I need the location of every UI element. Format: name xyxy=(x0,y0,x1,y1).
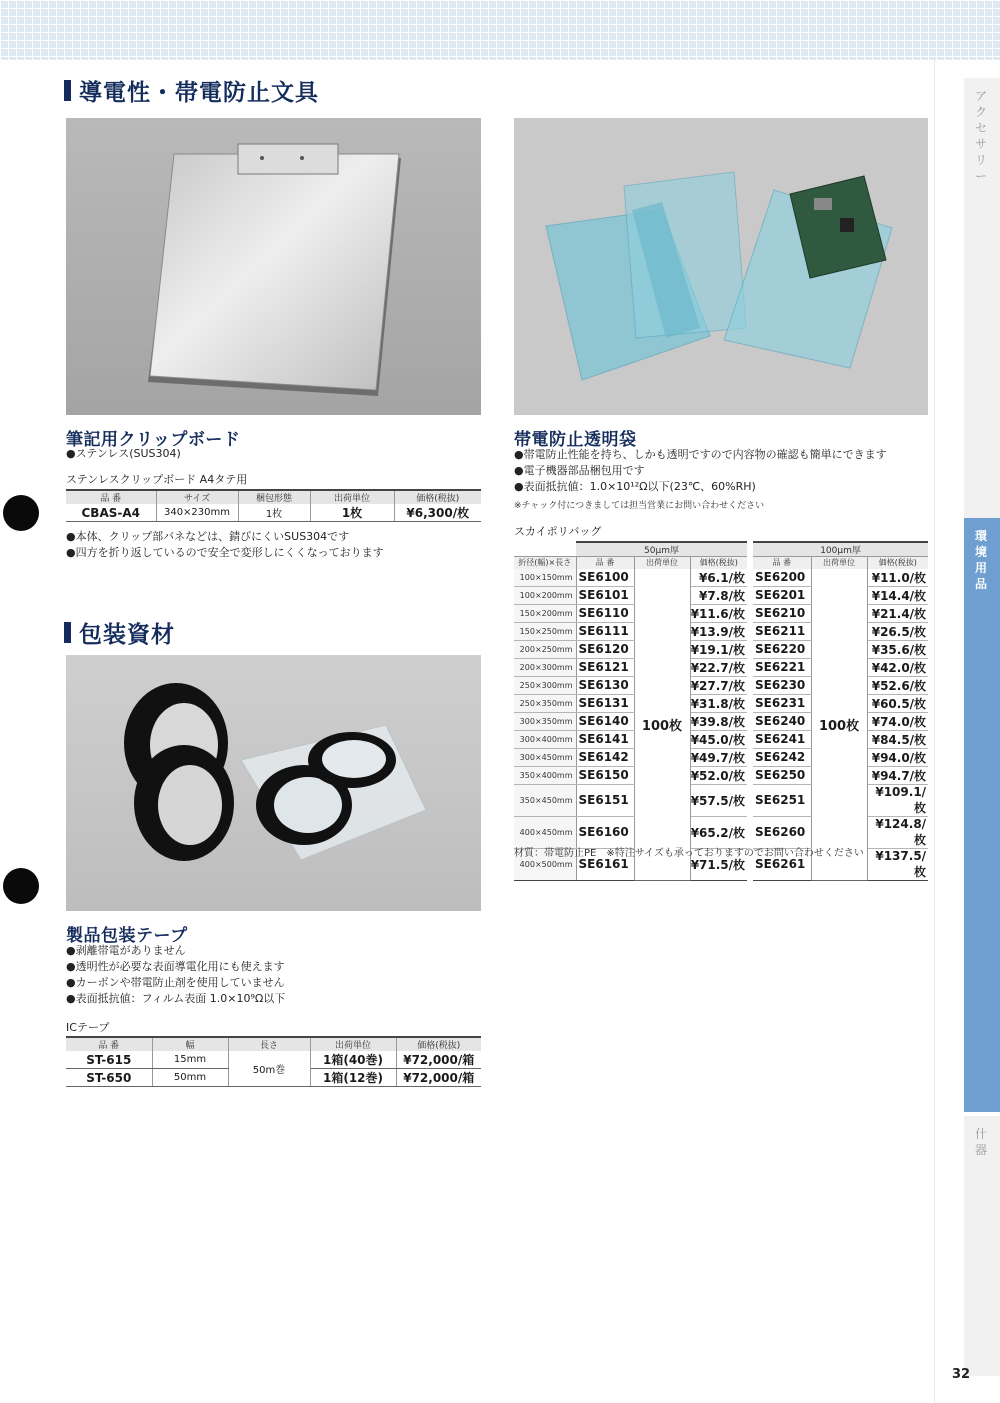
clipboard-title: 筆記用クリップボード xyxy=(66,430,241,450)
bag-material-note: 材質：帯電防止PE ※特注サイズも承っておりますのでお問い合わせください xyxy=(514,848,864,859)
header-cell: 品 番 xyxy=(753,557,811,569)
price-cell: ¥27.7/枚 xyxy=(690,676,747,694)
feature-item: ●透明性が必要な表面導電化用にも使えます xyxy=(66,960,285,973)
product-code: SE6201 xyxy=(753,586,811,604)
size-cell: 300×450mm xyxy=(514,748,576,766)
product-code: SE6200 xyxy=(753,569,811,587)
header-cell: 出荷単位 xyxy=(634,557,690,569)
header-cell: 梱包形態 xyxy=(238,490,310,504)
header-cell: 出荷単位 xyxy=(811,557,867,569)
group-header-row xyxy=(514,542,928,557)
product-code: SE6261 xyxy=(753,848,811,880)
clipboard-features xyxy=(66,446,181,462)
bag-features xyxy=(514,447,887,495)
product-code: SE6100 xyxy=(576,569,634,587)
header-cell: 出荷単位 xyxy=(310,490,394,504)
group-header-50um: 50μm厚 xyxy=(576,542,747,557)
product-code: SE6160 xyxy=(576,816,634,848)
price-cell: ¥6.1/枚 xyxy=(690,569,747,587)
size-cell: 300×350mm xyxy=(514,712,576,730)
tape-spec-table xyxy=(66,1036,481,1087)
shipping-unit-cell: 1枚 xyxy=(310,504,394,522)
price-cell: ¥52.0/枚 xyxy=(690,766,747,784)
price-cell: ¥35.6/枚 xyxy=(867,640,928,658)
product-code: SE6210 xyxy=(753,604,811,622)
header-cell: 幅 xyxy=(152,1037,228,1051)
antistatic-bag-photo xyxy=(514,118,928,415)
product-code: SE6251 xyxy=(753,784,811,816)
price-cell: ¥26.5/枚 xyxy=(867,622,928,640)
feature-item: ●電子機器部品梱包用です xyxy=(514,464,645,477)
bag-title: 帯電防止透明袋 xyxy=(514,430,637,450)
note-item: ●四方を折り返しているので安全で変形しにくくなっております xyxy=(66,546,384,559)
size-cell: 200×250mm xyxy=(514,640,576,658)
table-header-row xyxy=(66,490,481,504)
note-item: ●本体、クリップ部バネなどは、錆びにくいSUS304です xyxy=(66,530,350,543)
size-cell: 100×150mm xyxy=(514,569,576,587)
price-cell: ¥71.5/枚 xyxy=(690,848,747,880)
product-code: SE6150 xyxy=(576,766,634,784)
tape-photo xyxy=(66,655,481,911)
price-cell: ¥13.9/枚 xyxy=(690,622,747,640)
length-cell: 50m巻 xyxy=(228,1051,310,1087)
header-cell: 品 番 xyxy=(66,1037,152,1051)
product-code: SE6240 xyxy=(753,712,811,730)
product-code: SE6231 xyxy=(753,694,811,712)
page-number: 32 xyxy=(952,1367,971,1382)
section-marker xyxy=(64,80,71,101)
price-cell: ¥94.7/枚 xyxy=(867,766,928,784)
feature-item: ●表面抵抗値：フィルム表面 1.0×10⁹Ω以下 xyxy=(66,992,286,1005)
size-cell: 350×450mm xyxy=(514,784,576,816)
product-code: SE6250 xyxy=(753,766,811,784)
price-cell: ¥52.6/枚 xyxy=(867,676,928,694)
product-code: SE6151 xyxy=(576,784,634,816)
product-code: SE6142 xyxy=(576,748,634,766)
product-code: SE6111 xyxy=(576,622,634,640)
clipboard-table-caption: ステンレスクリップボード A4タテ用 xyxy=(66,473,248,486)
top-pattern-band xyxy=(0,0,1000,60)
size-cell: 150×200mm xyxy=(514,604,576,622)
shipping-unit-cell: 100枚 xyxy=(634,569,690,881)
product-code: SE6141 xyxy=(576,730,634,748)
tape-features xyxy=(66,943,285,1007)
price-cell: ¥6,300/枚 xyxy=(394,504,481,522)
product-code: SE6260 xyxy=(753,816,811,848)
product-code: SE6161 xyxy=(576,848,634,880)
product-code: SE6230 xyxy=(753,676,811,694)
price-cell: ¥72,000/箱 xyxy=(396,1051,481,1069)
table-row xyxy=(66,1051,481,1069)
tape-title: 製品包装テープ xyxy=(66,926,188,946)
product-code: SE6220 xyxy=(753,640,811,658)
section-title-stationery: 導電性・帯電防止文具 xyxy=(64,74,319,107)
price-cell: ¥31.8/枚 xyxy=(690,694,747,712)
header-cell: 価格(税抜) xyxy=(690,557,747,569)
price-cell: ¥11.0/枚 xyxy=(867,569,928,587)
price-cell: ¥65.2/枚 xyxy=(690,816,747,848)
product-code: ST-615 xyxy=(66,1051,152,1069)
product-code: SE6120 xyxy=(576,640,634,658)
price-cell: ¥60.5/枚 xyxy=(867,694,928,712)
price-cell: ¥11.6/枚 xyxy=(690,604,747,622)
product-code: SE6130 xyxy=(576,676,634,694)
side-divider xyxy=(934,60,935,1403)
price-cell: ¥74.0/枚 xyxy=(867,712,928,730)
feature-item: ●剥離帯電がありません xyxy=(66,944,186,957)
packing-cell: 1枚 xyxy=(238,504,310,522)
size-cell: 400×500mm xyxy=(514,848,576,880)
section-title-packaging: 包装資材 xyxy=(64,616,175,649)
size-cell: 100×200mm xyxy=(514,586,576,604)
header-cell: 品 番 xyxy=(66,490,156,504)
product-code: ST-650 xyxy=(66,1069,152,1087)
size-cell: 250×350mm xyxy=(514,694,576,712)
width-cell: 15mm xyxy=(152,1051,228,1069)
product-code: SE6131 xyxy=(576,694,634,712)
binder-hole xyxy=(3,868,39,904)
price-cell: ¥22.7/枚 xyxy=(690,658,747,676)
price-cell: ¥94.0/枚 xyxy=(867,748,928,766)
product-code: CBAS-A4 xyxy=(66,504,156,522)
price-cell: ¥57.5/枚 xyxy=(690,784,747,816)
header-cell: 長さ xyxy=(228,1037,310,1051)
price-cell: ¥21.4/枚 xyxy=(867,604,928,622)
bag-table-caption: スカイポリバッグ xyxy=(514,525,602,538)
shipping-unit-cell: 100枚 xyxy=(811,569,867,881)
table-header-row xyxy=(66,1037,481,1051)
clipboard-photo xyxy=(66,118,481,415)
header-cell: 折径(幅)×長さ xyxy=(514,557,576,569)
header-cell: 出荷単位 xyxy=(310,1037,396,1051)
product-code: SE6101 xyxy=(576,586,634,604)
group-header-100um: 100μm厚 xyxy=(753,542,928,557)
section-marker xyxy=(64,622,71,643)
feature-item: ●ステンレス(SUS304) xyxy=(66,447,181,460)
product-code: SE6241 xyxy=(753,730,811,748)
table-row xyxy=(66,504,481,522)
feature-item: ●帯電防止性能を持ち、しかも透明ですので内容物の確認も簡単にできます xyxy=(514,448,887,461)
price-cell: ¥137.5/枚 xyxy=(867,848,928,880)
product-code: SE6211 xyxy=(753,622,811,640)
header-cell: 価格(税抜) xyxy=(396,1037,481,1051)
header-cell: 品 番 xyxy=(576,557,634,569)
price-cell: ¥84.5/枚 xyxy=(867,730,928,748)
price-cell: ¥7.8/枚 xyxy=(690,586,747,604)
width-cell: 50mm xyxy=(152,1069,228,1087)
price-cell: ¥45.0/枚 xyxy=(690,730,747,748)
price-cell: ¥14.4/枚 xyxy=(867,586,928,604)
size-cell: 250×300mm xyxy=(514,676,576,694)
size-cell: 340×230mm xyxy=(156,504,238,522)
product-code: SE6110 xyxy=(576,604,634,622)
product-code: SE6221 xyxy=(753,658,811,676)
price-cell: ¥72,000/箱 xyxy=(396,1069,481,1087)
feature-item: ●表面抵抗値：1.0×10¹²Ω以下(23℃、60%RH) xyxy=(514,480,756,493)
price-cell: ¥124.8/枚 xyxy=(867,816,928,848)
clipboard-notes xyxy=(66,529,384,561)
size-cell: 300×400mm xyxy=(514,730,576,748)
size-cell: 150×250mm xyxy=(514,622,576,640)
tape-table-caption: ICテープ xyxy=(66,1021,110,1034)
side-tab-fixtures[interactable]: 什 器 xyxy=(964,1116,1000,1376)
feature-item: ●カーボンや帯電防止剤を使用していません xyxy=(66,976,285,989)
price-cell: ¥49.7/枚 xyxy=(690,748,747,766)
price-cell: ¥19.1/枚 xyxy=(690,640,747,658)
table-row xyxy=(514,569,928,587)
shipping-unit-cell: 1箱(40巻) xyxy=(310,1051,396,1069)
binder-hole xyxy=(3,495,39,531)
size-cell: 200×300mm xyxy=(514,658,576,676)
price-cell: ¥39.8/枚 xyxy=(690,712,747,730)
product-code: SE6242 xyxy=(753,748,811,766)
product-code: SE6140 xyxy=(576,712,634,730)
header-cell: サイズ xyxy=(156,490,238,504)
side-tab-accessories[interactable]: ア ク セ サ リ ー xyxy=(964,78,1000,518)
price-cell: ¥109.1/枚 xyxy=(867,784,928,816)
header-cell: 価格(税抜) xyxy=(394,490,481,504)
size-cell: 350×400mm xyxy=(514,766,576,784)
clipboard-spec-table xyxy=(66,489,481,522)
price-cell: ¥42.0/枚 xyxy=(867,658,928,676)
header-cell: 価格(税抜) xyxy=(867,557,928,569)
product-code: SE6121 xyxy=(576,658,634,676)
size-cell: 400×450mm xyxy=(514,816,576,848)
shipping-unit-cell: 1箱(12巻) xyxy=(310,1069,396,1087)
table-header-row xyxy=(514,557,928,569)
side-tab-environment[interactable]: 環 境 用 品 xyxy=(964,518,1000,1112)
bag-zipper-note: ※チャック付につきましては担当営業にお問い合わせください xyxy=(514,501,765,511)
bag-price-table xyxy=(514,541,928,881)
